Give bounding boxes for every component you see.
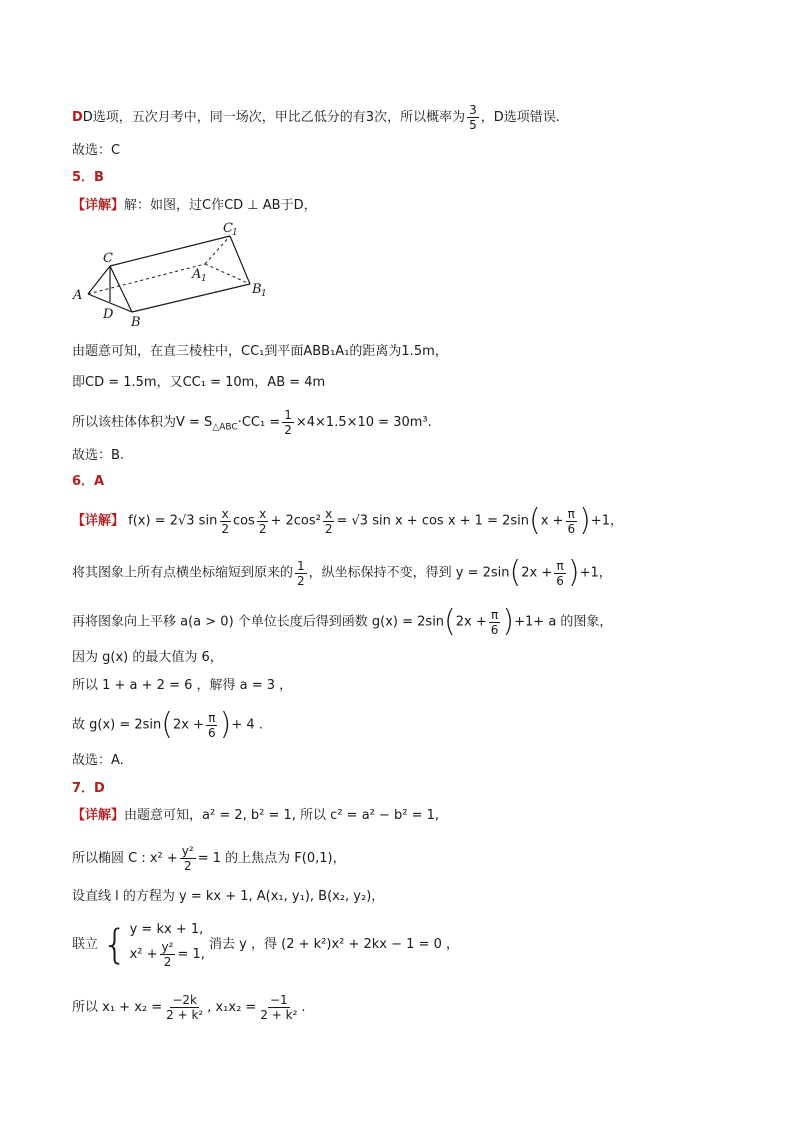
label-C1: C [223, 221, 233, 236]
answer-6: 故选：A. [72, 753, 124, 768]
answer-5: 故选：B. [72, 448, 125, 463]
q6-line-6: 故 g(x) = 2sin(2x + $\frac{\pi}{6}$ )+ 4 . [72, 707, 263, 742]
q7-line-5: 所以 x₁ + x₂ = $\frac{-2k}{\text{2 + k²}}$ , x₁x₂ = $\frac{-1}{\text{2 + k²}}$ . [72, 993, 306, 1022]
label-B1: B [252, 282, 262, 297]
q5-line-3: 即CD = 1.5m，又CC₁ = 10m，AB = 4m [72, 375, 326, 390]
label-D: D [103, 307, 114, 322]
q5-line-4: 所以该柱体体积为$V = S_{\triangle ABC}\cdot CC_1$ = $\frac{1}{2}$ ×4×1.5×10 = 30m³. [72, 408, 432, 437]
prism-figure [70, 218, 280, 336]
q6-line-5: 所以 1 + a + 2 = 6 ，解得 a = 3 ， [72, 678, 293, 693]
q7-line-3: 设直线 l 的方程为 y = kx + 1, A(x₁, y₁), B(x₂, y₂)， [72, 889, 385, 904]
q5-line-1: 【详解】解：如图，过C作CD ⊥ AB于D， [72, 198, 317, 213]
q6-line-3: 再将图象向上平移 a(a > 0) 个单位长度后得到函数 g(x) = 2sin(2x + $\frac{\pi}{6}$ )+1+ a 的图象， [72, 604, 613, 639]
question-5-heading: 5．B [72, 170, 104, 185]
label-A: A [73, 288, 83, 303]
label-C1-sub: 1 [232, 228, 238, 238]
question-6-heading: 6．A [72, 474, 105, 489]
edge-BB1 [132, 284, 250, 312]
edge-A1C1 [205, 236, 230, 264]
q7-line-2: 所以椭圆 C : x² + $\frac{\text{y²}}{2}$ = 1 的上焦点为 F(0,1)， [72, 844, 346, 873]
label-B: B [131, 315, 141, 330]
edge-CB [110, 266, 132, 312]
label-B1-sub: 1 [261, 289, 267, 299]
q6-line-2: 将其图象上所有点横坐标缩短到原来的 $\frac{1}{2}$ ，纵坐标保持不变，得到 y = 2sin(2x + $\frac{\pi}{6}$ )+1， [72, 555, 612, 590]
q6-line-1: 【详解】 f(x) = 2√3 sin $\frac{x}{2}$ cos $\frac{x}{2}$ + 2cos² $\frac{x}{2}$ = √3 sin x + cos x + 1 = 2sin(x + $\frac{\pi}{6}$ )+1， [72, 503, 623, 538]
q6-line-4: 因为 g(x) 的最大值为 6， [72, 650, 223, 665]
edge-CC1 [110, 236, 230, 266]
q7-line-4: 联立 { y = kx + 1, x² + $\frac{\text{y²}}{2}$ = 1, 消去 y ，得 (2 + k²)x² + 2kx − 1 = 0 ， [72, 921, 459, 969]
edge-AC [88, 266, 110, 294]
label-A1: A [192, 267, 202, 282]
label-A1-sub: 1 [201, 274, 207, 284]
d-option-line: DD选项，五次月考中，同一场次，甲比乙低分的有3次，所以概率为 $\frac{3}{5}$ ，D选项错误. [72, 103, 560, 132]
label-C: C [103, 251, 113, 266]
answer-4: 故选：C [72, 143, 121, 158]
question-7-heading: 7．D [72, 781, 105, 796]
fraction: $\frac{3}{5}$ [469, 103, 477, 132]
q7-line-1: 【详解】由题意可知，a² = 2, b² = 1, 所以 c² = a² − b² = 1, [72, 808, 440, 823]
edge-AA1 [88, 264, 205, 294]
equation-system: { y = kx + 1, x² + $\frac{\text{y²}}{2}$ = 1, [102, 921, 205, 969]
q5-line-2: 由题意可知，在直三棱柱中，CC₁到平面ABB₁A₁的距离为1.5m， [72, 344, 448, 359]
